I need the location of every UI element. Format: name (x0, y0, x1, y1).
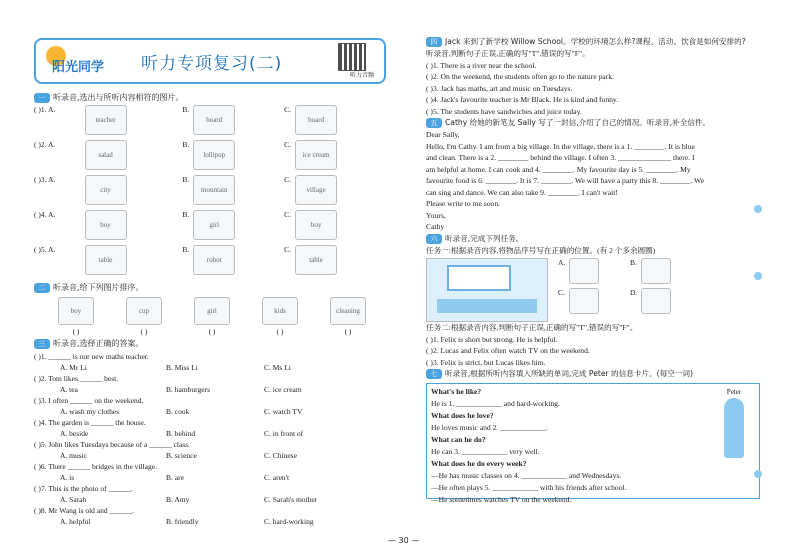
question: ( )2. Tom likes ______ best. (34, 374, 119, 383)
qr-code-icon[interactable] (338, 43, 366, 71)
qr-label: 听力音频 (349, 72, 374, 79)
answer-options[interactable]: A. wash my clothes B. cook C. watch TV (60, 407, 303, 416)
bike-icon[interactable] (641, 288, 671, 314)
question-row: ( )5. A. table B. robot C. table (34, 245, 386, 280)
tf-item[interactable]: ( )1. There is a river near the school. (426, 60, 537, 70)
picture-option[interactable]: city (85, 175, 127, 205)
task-2: 任务二:根据录音内容,判断句子正误,正确的写"T",错误的写"F"。 (426, 323, 638, 332)
section-5-heading: 五 Cathy 给她的新笔友 Sally 写了一封信,介绍了自己的情况。听录音,补全信件。 (426, 117, 760, 129)
tf-item[interactable]: ( )5. The students have sandwiches and juice today. (426, 106, 582, 116)
section-2-heading: 二 听录音,给下列图片排序。 (34, 282, 386, 293)
logo: 阳光同学 (44, 46, 110, 74)
picture-option[interactable]: board (193, 105, 235, 135)
question-row: ( )1. A. teacher B. board C. board (34, 105, 386, 140)
section-2 (34, 295, 386, 336)
answer-blank[interactable]: ( ) (276, 327, 284, 336)
page-tab-icon (754, 272, 762, 280)
picture-option[interactable]: lollipop (193, 140, 235, 170)
picture-option[interactable]: robot (193, 245, 235, 275)
page-number: — 30 — (388, 536, 420, 545)
tf-item[interactable]: ( )2. Lucas and Felix often watch TV on the weekend. (426, 346, 590, 355)
tf-item[interactable]: ( )1. Felix is short but strong. He is helpful. (426, 334, 558, 344)
question: ( )8. Mr Wang is old and ______. (34, 506, 134, 515)
question: ( )4. The garden is ______ the house. (34, 418, 146, 427)
task-1-area (426, 258, 760, 322)
picture-option[interactable]: ice cream (295, 140, 337, 170)
section-4-heading: 四 Jack 来到了新学校 Willow School。学校的环境怎么样?课程、活动、饮食是如何安排的? (426, 36, 760, 48)
section-6-heading: 六 听录音,完成下列任务。 (426, 233, 760, 245)
instruction: 听录音,判断句子正误,正确的写"T",错误的写"F"。 (426, 49, 590, 58)
tf-item[interactable]: ( )4. Jack's favourite teacher is Mr Black. He is kind and funny. (426, 95, 619, 104)
picture-option: kids (262, 297, 298, 325)
section-1 (34, 105, 386, 280)
question-row: ( )2. A. salad B. lollipop C. ice cream (34, 140, 386, 175)
page-title: 听力专项复习(二) (141, 54, 283, 74)
clock-icon[interactable] (569, 258, 599, 284)
answer-blank[interactable]: ( ) (208, 327, 216, 336)
question: ( )5. John likes Tuesdays because of a ______ class. (34, 440, 191, 449)
info-card: What's he like? He is 1. ____________ and hard-working. What does he love? He loves music and 2. ____________. What can he do? He can 3. ____________ very well. What does he do every week? —He has music classes on 4. ____________ and Wednesdays. —He often plays 5. ____________ with his friends after school. —He sometimes watches TV on the weekend. Peter (426, 383, 760, 499)
answer-blank[interactable]: ( ) (140, 327, 148, 336)
section-7-heading: 七 听录音,根据所听内容填入所缺的单词,完成 Peter 的信息卡片。(每空一词) (426, 368, 760, 380)
picture-option: girl (194, 297, 230, 325)
task-1: 任务一:根据录音内容,将物品序号写在正确的位置。(有 2 个多余圆圈) (426, 245, 656, 255)
question: ( )1. ______ is our new maths teacher. (34, 352, 149, 361)
letter: Dear Sally, Hello, I'm Cathy. I am from a big village. In the village, there is a 1. ________. It is blue and clean. There is a 2. ________ behind the village. I often 3. ______________ there. I am helpful at home. I can cook and 4. ________. My favourite day is 5. ________. My favourite food is 6. ________. It is 7. ________. We will have a party this 8. ________. We can sing and dance. We can also take 9. ________. I can't wait! Please write to me soon. Yours, Cathy (426, 130, 704, 231)
question-row: ( )3. A. city B. mountain C. village (34, 175, 386, 210)
question: ( )3. I often ______ on the weekend. (34, 396, 144, 405)
picture-option[interactable]: boy (295, 210, 337, 240)
picture-option: boy (58, 297, 94, 325)
answer-options[interactable]: A. Mr Li B. Miss Li C. Ms Li (60, 363, 291, 372)
picture-option[interactable]: girl (193, 210, 235, 240)
room-picture[interactable] (426, 258, 548, 322)
picture-option: cup (126, 297, 162, 325)
tf-item[interactable]: ( )3. Felix is strict, but Lucas likes him. (426, 357, 546, 367)
question: ( )7. This is the photo of ______. (34, 484, 133, 493)
picture-option[interactable]: village (295, 175, 337, 205)
picture-option[interactable]: teacher (85, 105, 127, 135)
answer-options[interactable]: A. tea B. hamburgers C. ice cream (60, 385, 302, 394)
answer-options[interactable]: A. helpful B. friendly C. hard-working (60, 517, 314, 526)
picture-option[interactable]: mountain (193, 175, 235, 205)
section-3 (34, 351, 386, 527)
picture-option[interactable]: table (295, 245, 337, 275)
picture-option: cleaning (330, 297, 366, 325)
question: ( )6. There ______ bridges in the village. (34, 462, 157, 471)
answer-options[interactable]: A. music B. science C. Chinese (60, 451, 297, 460)
answer-blank[interactable]: ( ) (344, 327, 352, 336)
picture-option[interactable]: salad (85, 140, 127, 170)
worksheet-header (34, 38, 386, 84)
page-tab-icon (754, 470, 762, 478)
answer-options[interactable]: A. Sarah B. Amy C. Sarah's mother (60, 495, 318, 504)
item-options: A. B. C. D. (558, 258, 702, 322)
right-page (400, 0, 800, 551)
question-row: ( )4. A. boy B. girl C. boy (34, 210, 386, 245)
answer-blank[interactable]: ( ) (72, 327, 80, 336)
answer-options[interactable]: A. beside B. behind C. in front of (60, 429, 304, 438)
tf-item[interactable]: ( )2. On the weekend, the students often go to the nature park. (426, 72, 614, 81)
section-3-heading: 三 听录音,选择正确的答案。 (34, 338, 386, 349)
tf-item[interactable]: ( )3. Jack has maths, art and music on Tuesdays. (426, 83, 573, 93)
answer-options[interactable]: A. is B. are C. aren't (60, 473, 290, 482)
picture-option[interactable]: boy (85, 210, 127, 240)
boy-icon (724, 398, 744, 458)
picture-option[interactable]: table (85, 245, 127, 275)
peter-figure: Peter (719, 388, 749, 458)
picture-option[interactable]: board (295, 105, 337, 135)
ball-icon[interactable] (569, 288, 599, 314)
plant-icon[interactable] (641, 258, 671, 284)
page-tab-icon (754, 205, 762, 213)
section-1-heading: 一 听录音,选出与所听内容相符的图片。 (34, 92, 386, 103)
